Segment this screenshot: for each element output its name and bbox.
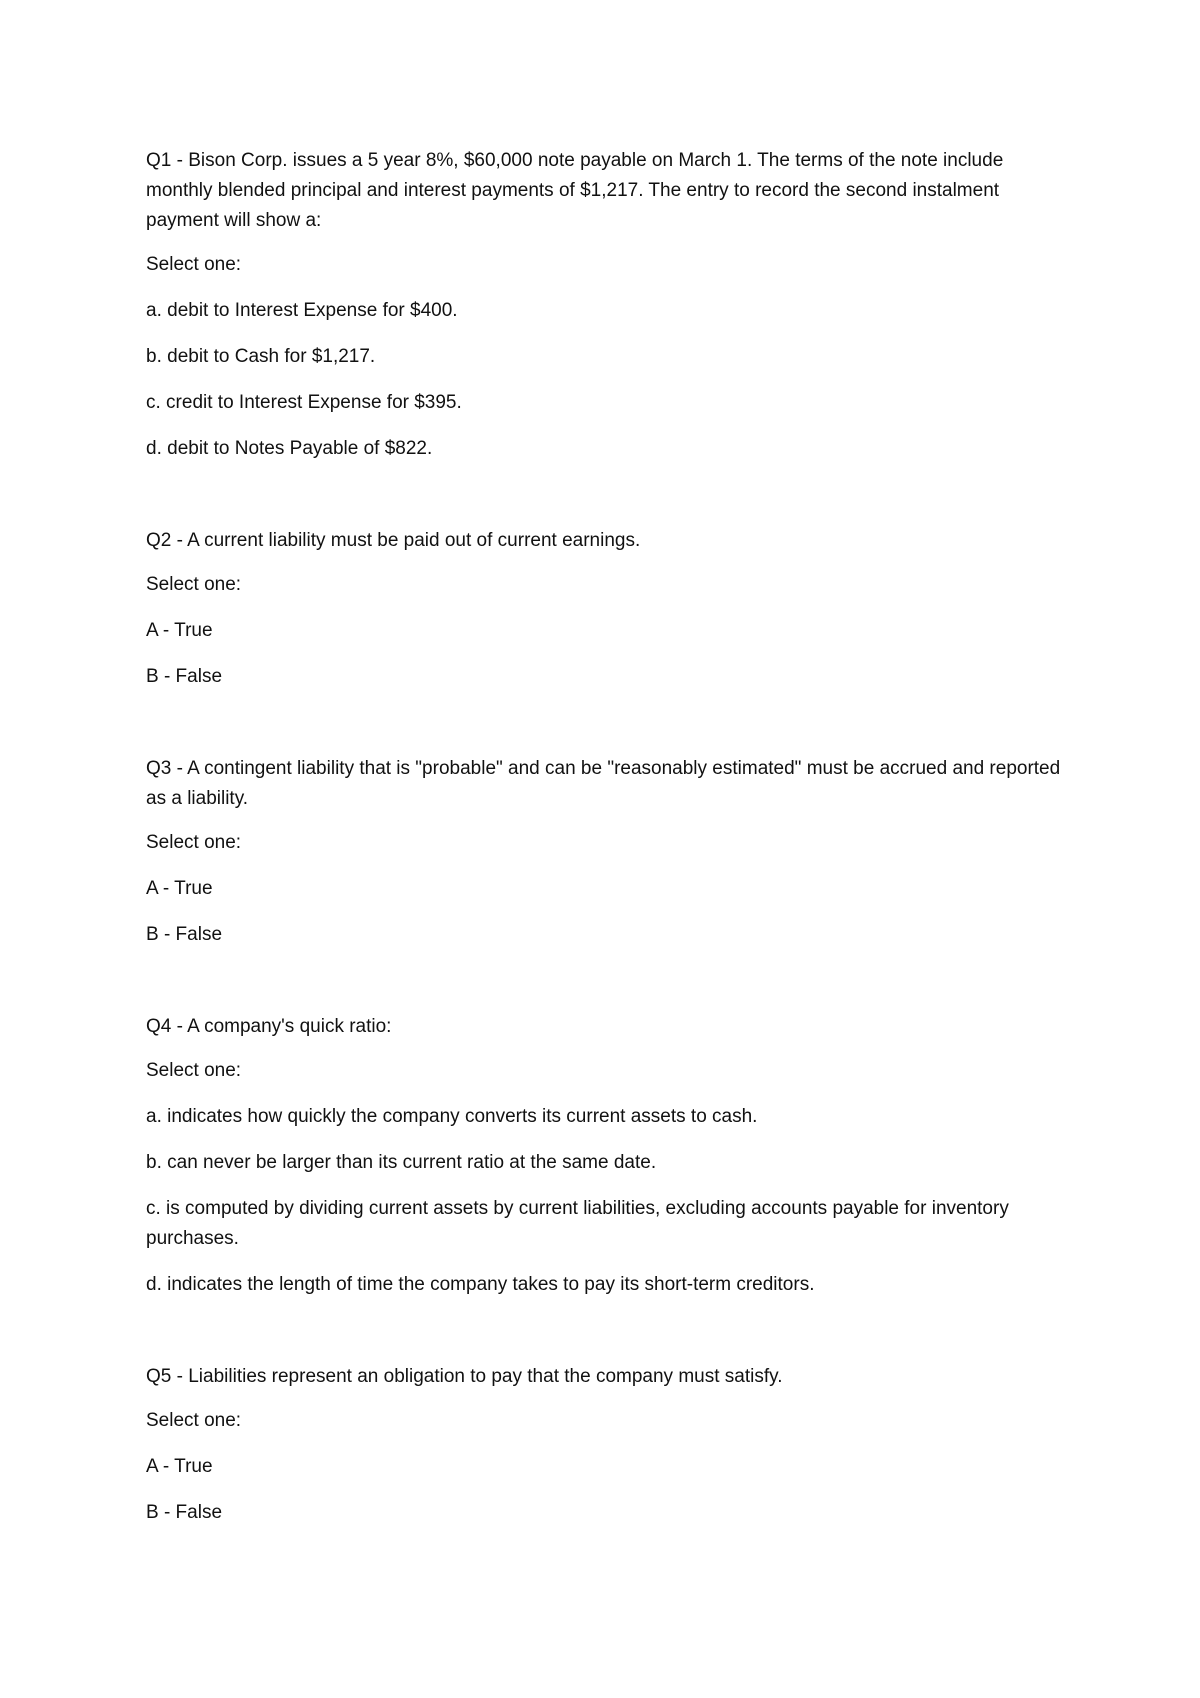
question-3-option-a: A - True: [146, 878, 213, 899]
question-2-option-a: A - True: [146, 620, 213, 641]
question-4-text: Q4 - A company's quick ratio:: [146, 1016, 392, 1037]
question-2: [146, 526, 1066, 692]
question-4-select-label: Select one:: [146, 1060, 242, 1081]
question-3-option-b: B - False: [146, 924, 223, 945]
question-4: [146, 1012, 1066, 1300]
question-gap: [146, 480, 1066, 526]
question-5-text: Q5 - Liabilities represent an obligation to pay that the company must satisfy.: [146, 1366, 783, 1387]
question-5: [146, 1362, 1066, 1528]
question-4-option-b: b. can never be larger than its current ratio at the same date.: [146, 1152, 657, 1173]
question-5-option-a: A - True: [146, 1456, 213, 1477]
question-4-option-d: d. indicates the length of time the company takes to pay its short-term creditors.: [146, 1274, 815, 1295]
document-content: [146, 146, 1066, 1544]
question-1: [146, 146, 1066, 464]
question-1-option-b: b. debit to Cash for $1,217.: [146, 346, 376, 367]
question-5-select-label: Select one:: [146, 1410, 242, 1431]
question-2-select-label: Select one:: [146, 574, 242, 595]
question-1-text: Q1 - Bison Corp. issues a 5 year 8%, $60,000 note payable on March 1. The terms of the note include monthly blended principal and interest payments of $1,217. The entry to record the second instalment payment will show a:: [146, 150, 1004, 231]
question-gap: [146, 966, 1066, 1012]
question-1-option-a: a. debit to Interest Expense for $400.: [146, 300, 458, 321]
question-2-option-b: B - False: [146, 666, 223, 687]
question-1-option-d: d. debit to Notes Payable of $822.: [146, 438, 433, 459]
question-3: [146, 754, 1066, 950]
question-gap: [146, 1316, 1066, 1362]
question-3-text: Q3 - A contingent liability that is "probable" and can be "reasonably estimated" must be accrued and reported as a liability.: [146, 758, 1061, 809]
question-5-option-b: B - False: [146, 1502, 223, 1523]
question-3-select-label: Select one:: [146, 832, 242, 853]
question-1-select-label: Select one:: [146, 254, 242, 275]
question-1-option-c: c. credit to Interest Expense for $395.: [146, 392, 462, 413]
question-4-option-a: a. indicates how quickly the company converts its current assets to cash.: [146, 1106, 758, 1127]
question-gap: [146, 708, 1066, 754]
question-4-option-c: c. is computed by dividing current assets by current liabilities, excluding accounts payable for inventory purchases.: [146, 1198, 1009, 1249]
question-2-text: Q2 - A current liability must be paid out of current earnings.: [146, 530, 641, 551]
